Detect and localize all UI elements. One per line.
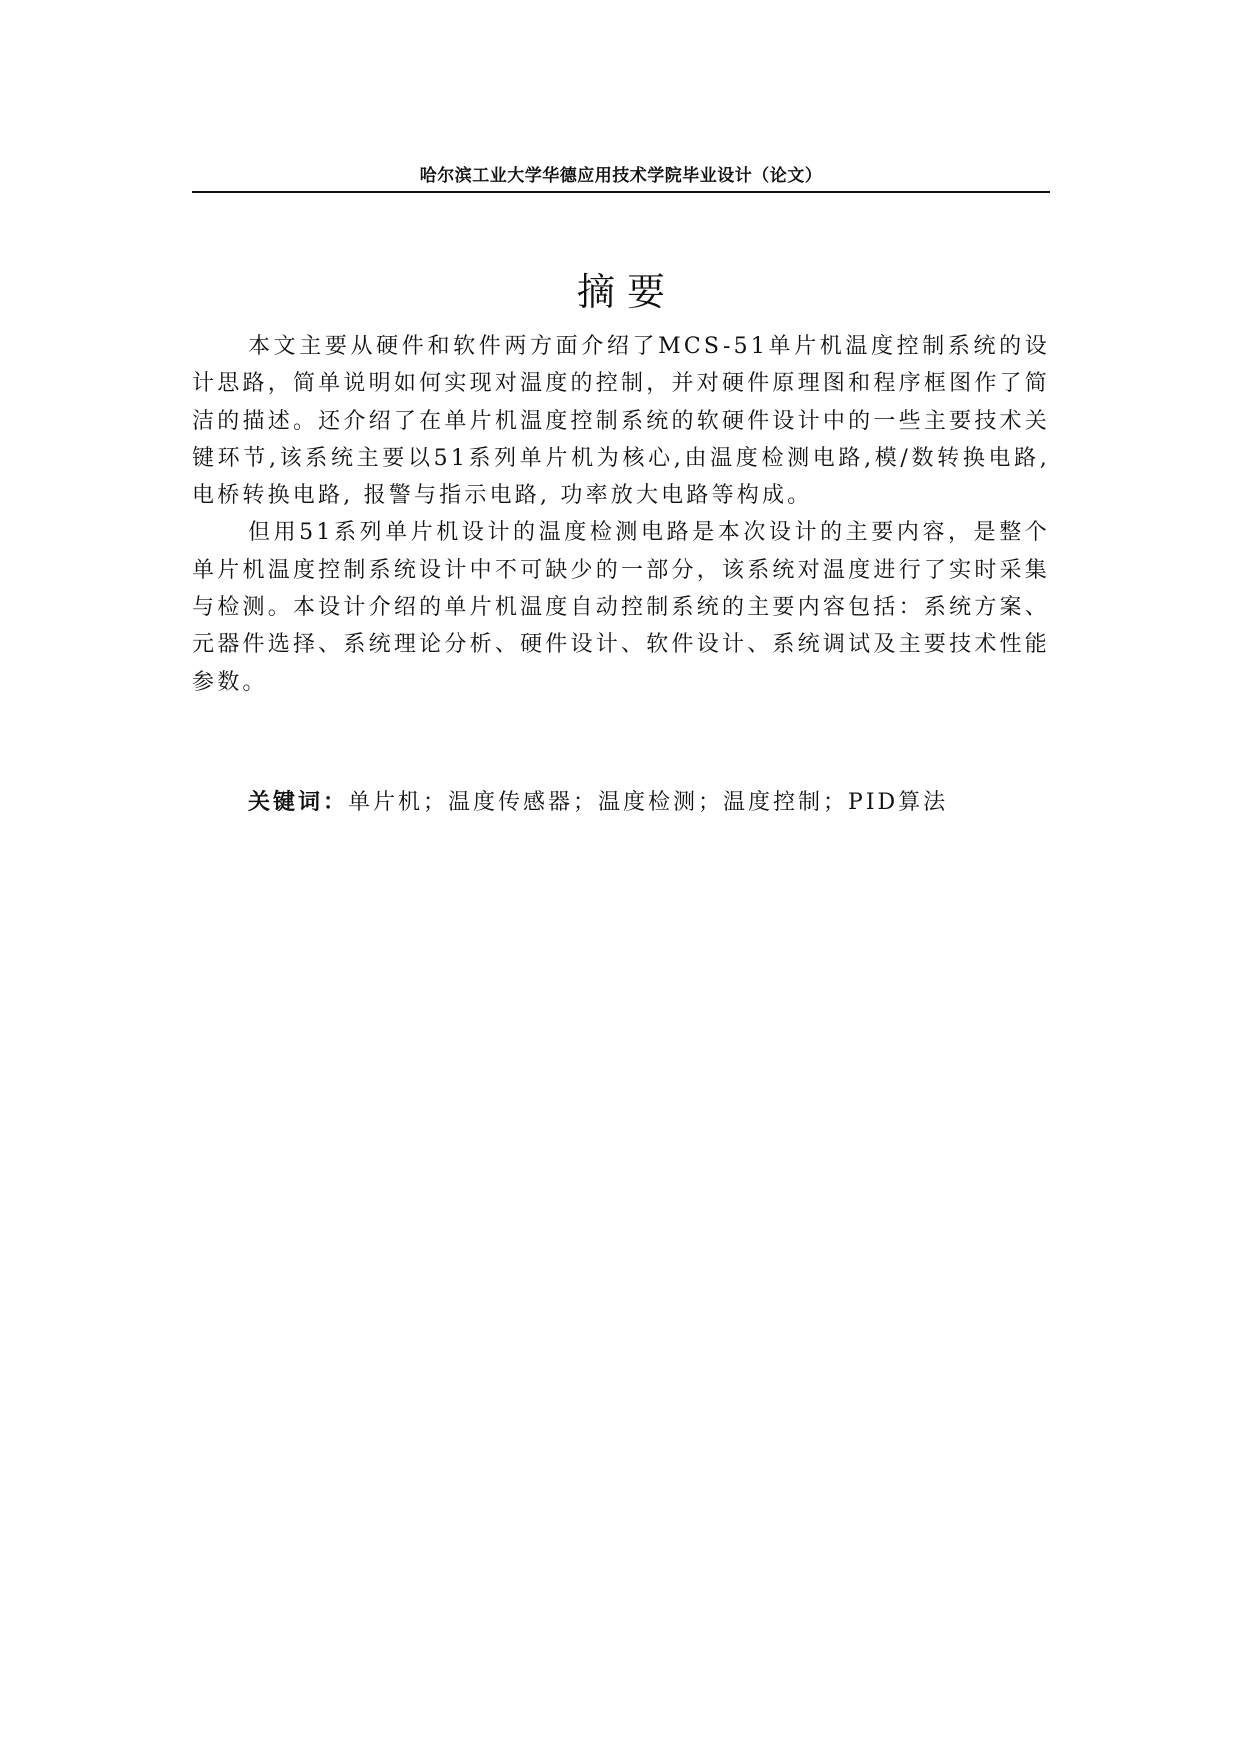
keywords-text: 单片机；温度传感器；温度检测；温度控制；PID算法	[348, 790, 949, 815]
abstract-body	[192, 328, 1050, 701]
keywords-label: 关键词：	[248, 790, 349, 815]
abstract-paragraph-1: 本文主要从硬件和软件两方面介绍了MCS-51单片机温度控制系统的设计思路，简单说明如何实现对温度的控制，并对硬件原理图和程序框图作了简洁的描述。还介绍了在单片机温度控制系统的软硬件设计中的一些主要技术关键环节,该系统主要以51系列单片机为核心,由温度检测电路,模/数转换电路, 电桥转换电路, 报警与指示电路, 功率放大电路等构成。	[192, 334, 1050, 509]
abstract-paragraph-2: 但用51系列单片机设计的温度检测电路是本次设计的主要内容，是整个单片机温度控制系统设计中不可缺少的一部分，该系统对温度进行了实时采集与检测。本设计介绍的单片机温度自动控制系统的主要内容包括：系统方案、元器件选择、系统理论分析、硬件设计、软件设计、系统调试及主要技术性能参数。	[192, 520, 1050, 695]
header-rule	[192, 191, 1050, 193]
keywords-line	[192, 784, 1050, 821]
running-header: 哈尔滨工业大学华德应用技术学院毕业设计（论文）	[419, 166, 823, 186]
abstract-title: 摘 要	[576, 270, 666, 314]
